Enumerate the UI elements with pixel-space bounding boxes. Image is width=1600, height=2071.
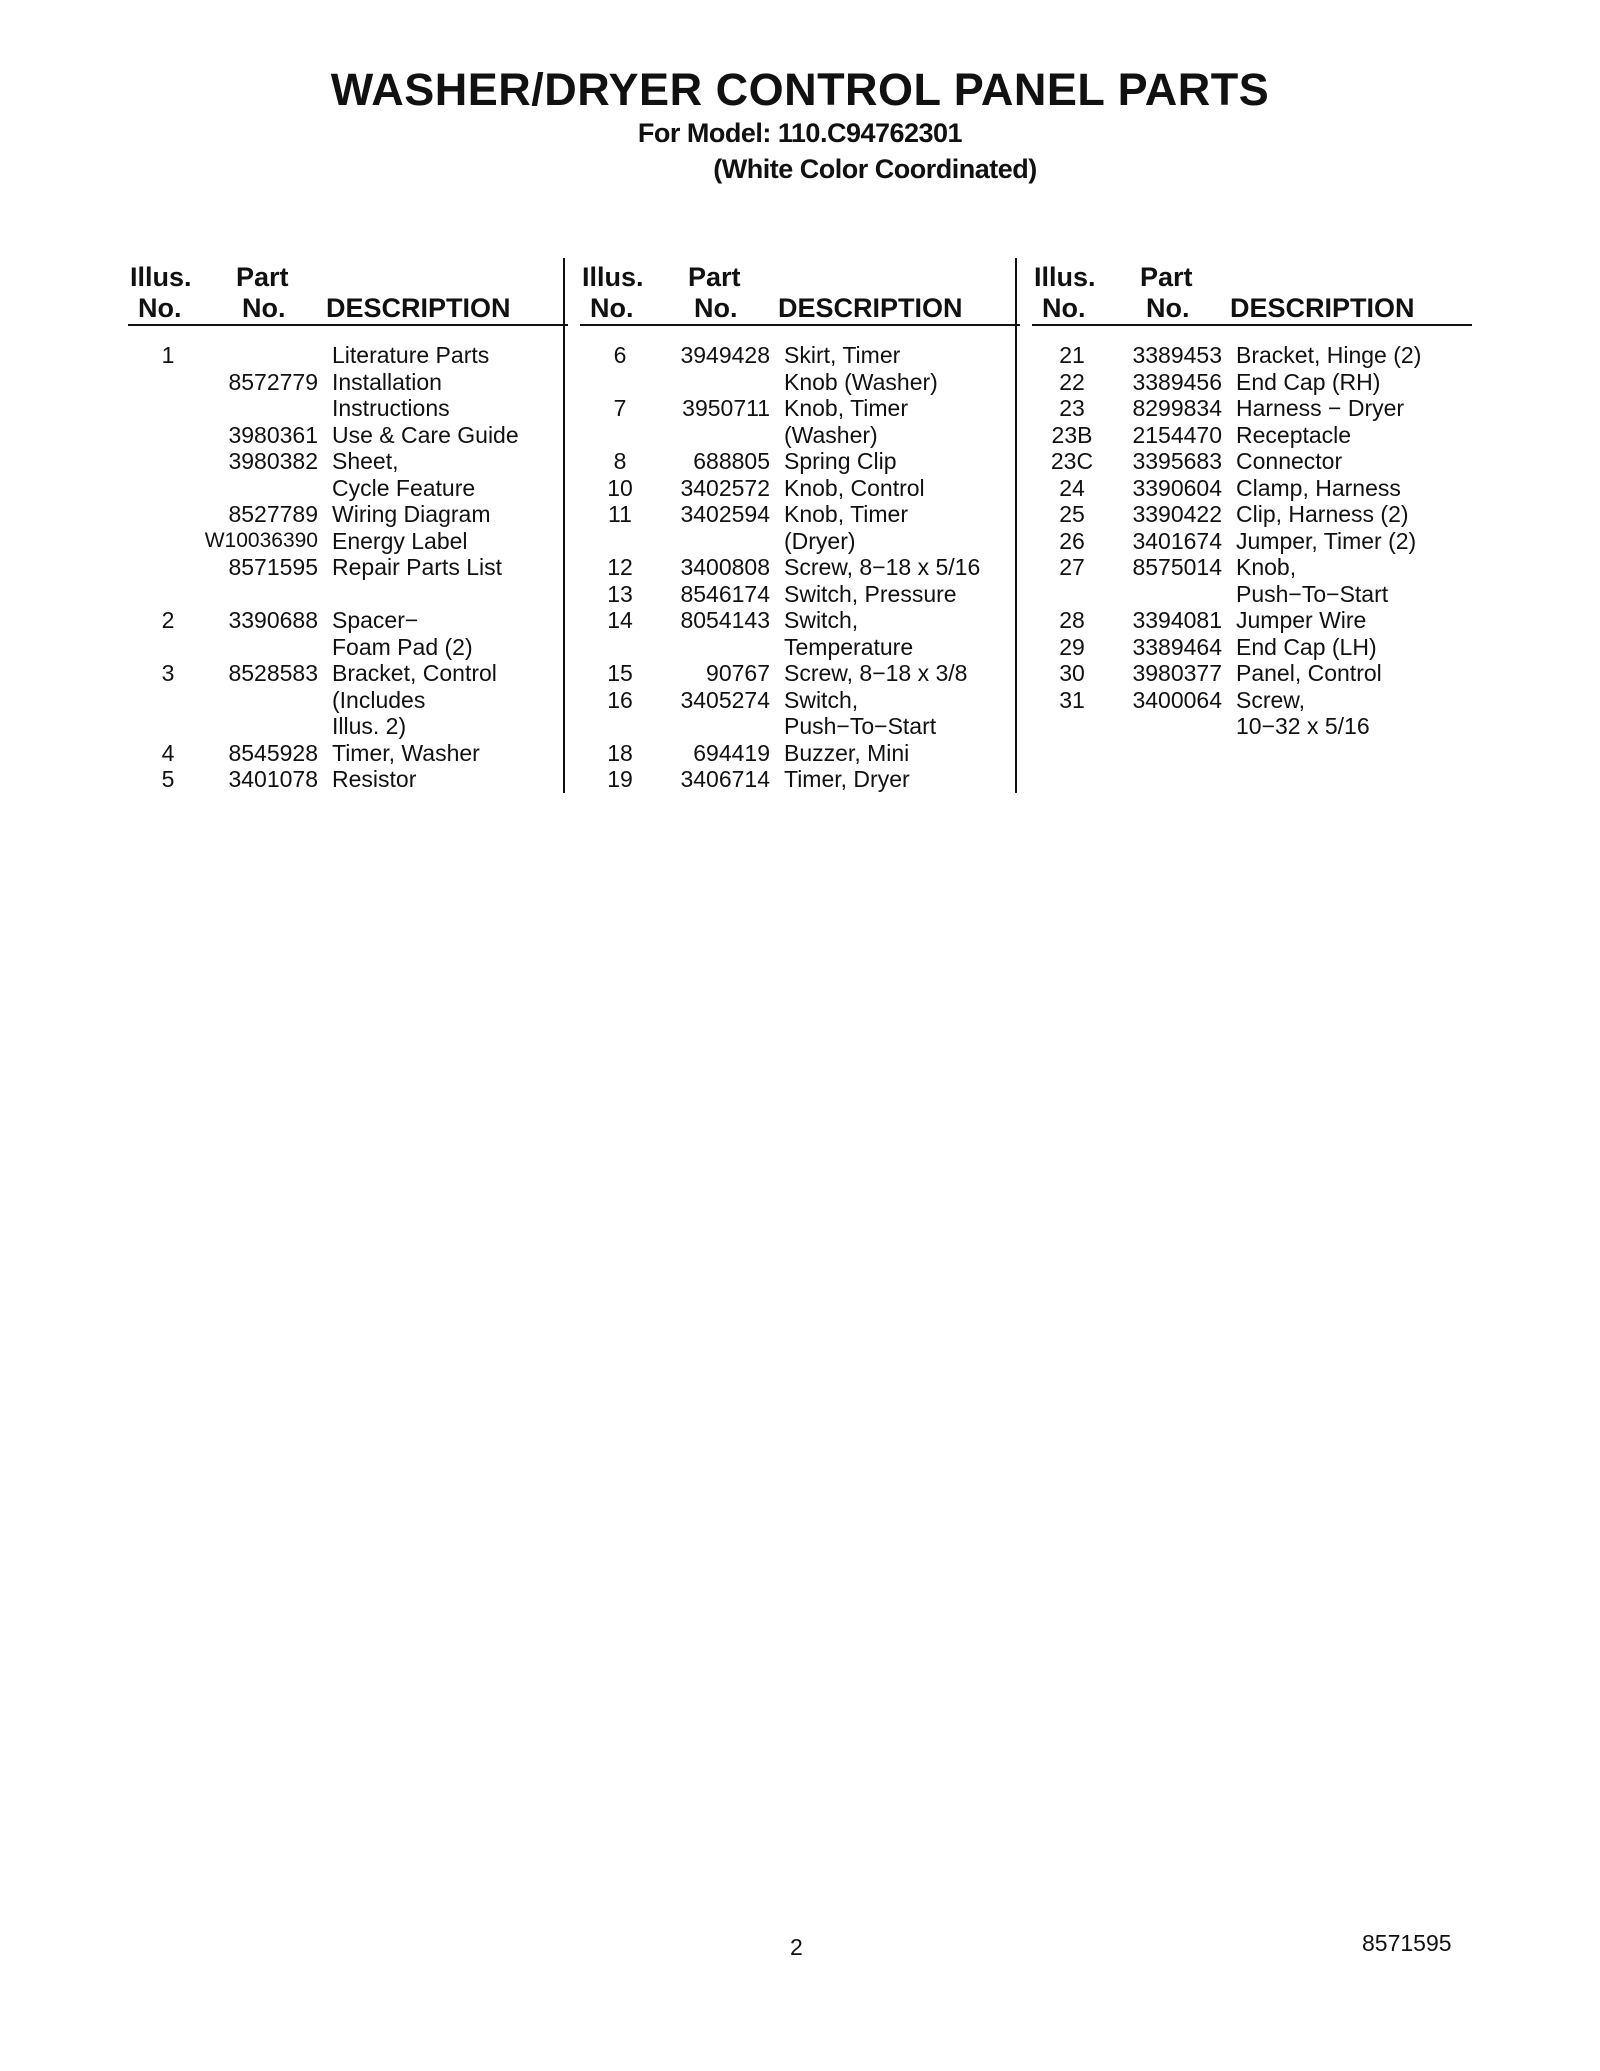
part-description: Screw, 8−18 x 3/8 <box>784 660 968 686</box>
table-row <box>1032 422 1472 449</box>
table-row <box>1032 660 1472 687</box>
column-header <box>1032 258 1472 324</box>
part-number: 8546174 <box>680 580 770 607</box>
part-number: 3400064 <box>1132 686 1222 713</box>
part-description: Timer, Dryer <box>784 766 910 792</box>
part-description: End Cap (LH) <box>1236 633 1377 660</box>
column-divider <box>563 258 565 793</box>
part-number: 3390604 <box>1132 474 1222 501</box>
part-description: Switch, <box>784 607 859 633</box>
part-description: Resistor <box>332 766 417 792</box>
illus-number: 5 <box>161 766 175 792</box>
part-description: Sheet, <box>332 448 399 474</box>
header-part: Part <box>688 262 741 292</box>
table-row <box>128 581 568 608</box>
table-row <box>580 581 1020 608</box>
part-number: 3395683 <box>1132 448 1222 474</box>
table-row <box>128 501 568 528</box>
header-rule <box>1032 324 1472 326</box>
table-row <box>580 740 1020 767</box>
table-row <box>128 369 568 396</box>
illus-number: 23B <box>1051 421 1093 448</box>
illus-number: 29 <box>1059 633 1085 660</box>
part-description: Bracket, Control <box>332 660 497 686</box>
part-number: 8571595 <box>228 554 318 580</box>
table-row <box>128 554 568 581</box>
part-description: Knob (Washer) <box>784 368 938 395</box>
part-description: Knob, Timer <box>784 395 908 421</box>
table-row <box>128 713 568 740</box>
part-number: 3980361 <box>228 421 318 448</box>
part-description: Instructions <box>332 395 450 421</box>
illus-number: 27 <box>1059 554 1085 580</box>
part-description: Spacer− <box>332 607 419 633</box>
part-description: Illus. 2) <box>332 713 407 739</box>
part-number: 3950711 <box>682 395 770 421</box>
part-number: 3389453 <box>1132 342 1222 368</box>
part-description: (Includes <box>332 686 426 713</box>
column-header <box>128 258 568 324</box>
header-rule <box>580 324 1020 326</box>
document-number: 8571595 <box>1362 1930 1452 1956</box>
part-number: 8575014 <box>1132 554 1222 580</box>
illus-number: 16 <box>607 686 633 713</box>
table-row <box>1032 501 1472 528</box>
illus-number: 15 <box>607 660 633 686</box>
header-illus: Illus. <box>130 262 192 292</box>
part-number: 8572779 <box>228 368 318 395</box>
table-row <box>128 475 568 502</box>
table-row <box>128 342 568 369</box>
part-description: Switch, Pressure <box>784 580 957 607</box>
header-illus-no: No. <box>138 293 182 323</box>
part-description: Wiring Diagram <box>332 501 491 527</box>
part-description: Skirt, Timer <box>784 342 901 368</box>
table-row <box>128 766 568 793</box>
part-number: 3402572 <box>680 474 770 501</box>
illus-number: 13 <box>607 580 633 607</box>
table-row <box>1032 475 1472 502</box>
part-description: Screw, 8−18 x 5/16 <box>784 554 981 580</box>
part-description: Timer, Washer <box>332 739 480 766</box>
header-part-no: No. <box>1146 293 1190 323</box>
part-number: 3949428 <box>680 342 770 368</box>
part-description: Harness − Dryer <box>1236 395 1405 421</box>
part-number: 3406714 <box>680 766 770 792</box>
table-row <box>128 687 568 714</box>
table-row <box>580 660 1020 687</box>
illus-number: 10 <box>607 474 633 501</box>
part-description: Panel, Control <box>1236 660 1382 686</box>
illus-number: 25 <box>1059 501 1085 527</box>
header-part-no: No. <box>694 293 738 323</box>
parts-column-3 <box>1032 258 1472 740</box>
table-row <box>580 607 1020 634</box>
part-description: Spring Clip <box>784 448 897 474</box>
part-description: Literature Parts <box>332 342 490 368</box>
parts-rows <box>1032 342 1472 740</box>
part-description: Push−To−Start <box>1236 580 1389 607</box>
illus-number: 30 <box>1059 660 1085 686</box>
part-description: Energy Label <box>332 527 468 554</box>
header-illus: Illus. <box>1034 262 1096 292</box>
table-row <box>128 422 568 449</box>
part-number: 3402594 <box>680 501 770 527</box>
header-illus: Illus. <box>582 262 644 292</box>
part-description: Cycle Feature <box>332 474 476 501</box>
part-number: 8528583 <box>228 660 318 686</box>
illus-number: 2 <box>161 607 175 633</box>
part-description: Buzzer, Mini <box>784 739 910 766</box>
part-number: W10036390 <box>204 528 318 552</box>
part-description: Switch, <box>784 686 859 713</box>
part-number: 8527789 <box>228 501 318 527</box>
table-row <box>1032 342 1472 369</box>
part-description: Temperature <box>784 633 914 660</box>
header-description: DESCRIPTION <box>1230 293 1415 323</box>
illus-number: 4 <box>161 739 175 766</box>
part-description: End Cap (RH) <box>1236 368 1381 395</box>
header-part: Part <box>236 262 289 292</box>
parts-column-1 <box>128 258 568 793</box>
illus-number: 1 <box>161 342 175 368</box>
part-number: 2154470 <box>1132 421 1222 448</box>
part-description: Clamp, Harness <box>1236 474 1401 501</box>
part-number: 3401078 <box>228 766 318 792</box>
illus-number: 26 <box>1059 527 1085 554</box>
header-description: DESCRIPTION <box>326 293 511 323</box>
column-divider <box>1015 258 1017 793</box>
table-row <box>580 448 1020 475</box>
table-row <box>128 607 568 634</box>
illus-number: 14 <box>607 607 633 633</box>
part-number: 8054143 <box>680 607 770 633</box>
header-description: DESCRIPTION <box>778 293 963 323</box>
table-row <box>128 634 568 661</box>
part-description: Jumper Wire <box>1236 607 1367 633</box>
table-row <box>1032 581 1472 608</box>
illus-number: 21 <box>1059 342 1085 368</box>
illus-number: 7 <box>613 395 627 421</box>
illus-number: 31 <box>1059 686 1085 713</box>
part-number: 694419 <box>693 739 770 766</box>
part-description: Repair Parts List <box>332 554 503 580</box>
table-row <box>580 342 1020 369</box>
part-description: Knob, <box>1236 554 1297 580</box>
illus-number: 24 <box>1059 474 1085 501</box>
header-part-no: No. <box>242 293 286 323</box>
illus-number: 19 <box>607 766 633 792</box>
table-row <box>580 475 1020 502</box>
header-illus-no: No. <box>1042 293 1086 323</box>
part-description: Installation <box>332 368 442 395</box>
model-line: For Model: 110.C94762301 <box>637 118 963 148</box>
table-row <box>580 395 1020 422</box>
illus-number: 18 <box>607 739 633 766</box>
part-number: 3405274 <box>680 686 770 713</box>
illus-number: 23C <box>1050 448 1094 474</box>
table-row <box>580 766 1020 793</box>
part-number: 90767 <box>706 660 770 686</box>
part-description: Foam Pad (2) <box>332 633 473 660</box>
table-row <box>580 713 1020 740</box>
illus-number: 8 <box>613 448 627 474</box>
parts-rows <box>128 342 568 793</box>
table-row <box>128 660 568 687</box>
table-row <box>128 448 568 475</box>
part-description: (Washer) <box>784 421 878 448</box>
part-description: Screw, <box>1236 686 1306 713</box>
part-number: 8545928 <box>228 739 318 766</box>
part-number: 3401674 <box>1132 527 1222 554</box>
table-row <box>128 740 568 767</box>
illus-number: 28 <box>1059 607 1085 633</box>
header-part: Part <box>1140 262 1193 292</box>
table-row <box>1032 713 1472 740</box>
table-row <box>1032 607 1472 634</box>
table-row <box>580 501 1020 528</box>
illus-number: 12 <box>607 554 633 580</box>
illus-number: 6 <box>613 342 627 368</box>
page-number: 2 <box>790 1934 803 1960</box>
illus-number: 22 <box>1059 368 1085 395</box>
header-illus-no: No. <box>590 293 634 323</box>
table-row <box>128 395 568 422</box>
illus-number: 23 <box>1059 395 1085 421</box>
part-description: 10−32 x 5/16 <box>1236 713 1370 739</box>
table-row <box>1032 448 1472 475</box>
table-row <box>1032 554 1472 581</box>
part-description: (Dryer) <box>784 527 856 554</box>
table-row <box>580 422 1020 449</box>
page-title: WASHER/DRYER CONTROL PANEL PARTS <box>330 64 1270 115</box>
part-description: Connector <box>1236 448 1343 474</box>
part-number: 3394081 <box>1132 607 1222 633</box>
table-row <box>580 528 1020 555</box>
part-number: 3390422 <box>1132 501 1222 527</box>
part-description: Knob, Timer <box>784 501 908 527</box>
table-row <box>1032 687 1472 714</box>
part-description: Use & Care Guide <box>332 421 519 448</box>
part-number: 3389456 <box>1132 368 1222 395</box>
illus-number: 11 <box>608 501 632 527</box>
table-row <box>1032 369 1472 396</box>
part-description: Push−To−Start <box>784 713 937 739</box>
illus-number: 3 <box>161 660 175 686</box>
column-header <box>580 258 1020 324</box>
table-row <box>580 687 1020 714</box>
table-row <box>128 528 568 555</box>
part-description: Jumper, Timer (2) <box>1236 527 1417 554</box>
table-row <box>580 369 1020 396</box>
table-row <box>1032 395 1472 422</box>
part-number: 3390688 <box>228 607 318 633</box>
part-number: 3389464 <box>1132 633 1222 660</box>
parts-column-2 <box>580 258 1020 793</box>
part-description: Receptacle <box>1236 421 1352 448</box>
part-description: Bracket, Hinge (2) <box>1236 342 1422 368</box>
table-row <box>1032 634 1472 661</box>
part-number: 8299834 <box>1132 395 1222 421</box>
table-row <box>580 634 1020 661</box>
part-number: 3980377 <box>1132 660 1222 686</box>
header-rule <box>128 324 568 326</box>
parts-rows <box>580 342 1020 793</box>
part-number: 3980382 <box>228 448 318 474</box>
table-row <box>1032 528 1472 555</box>
part-description: Knob, Control <box>784 474 925 501</box>
part-description: Clip, Harness (2) <box>1236 501 1409 527</box>
color-line: (White Color Coordinated) <box>713 154 1037 184</box>
part-number: 3400808 <box>680 554 770 580</box>
part-number: 688805 <box>693 448 770 474</box>
table-row <box>580 554 1020 581</box>
